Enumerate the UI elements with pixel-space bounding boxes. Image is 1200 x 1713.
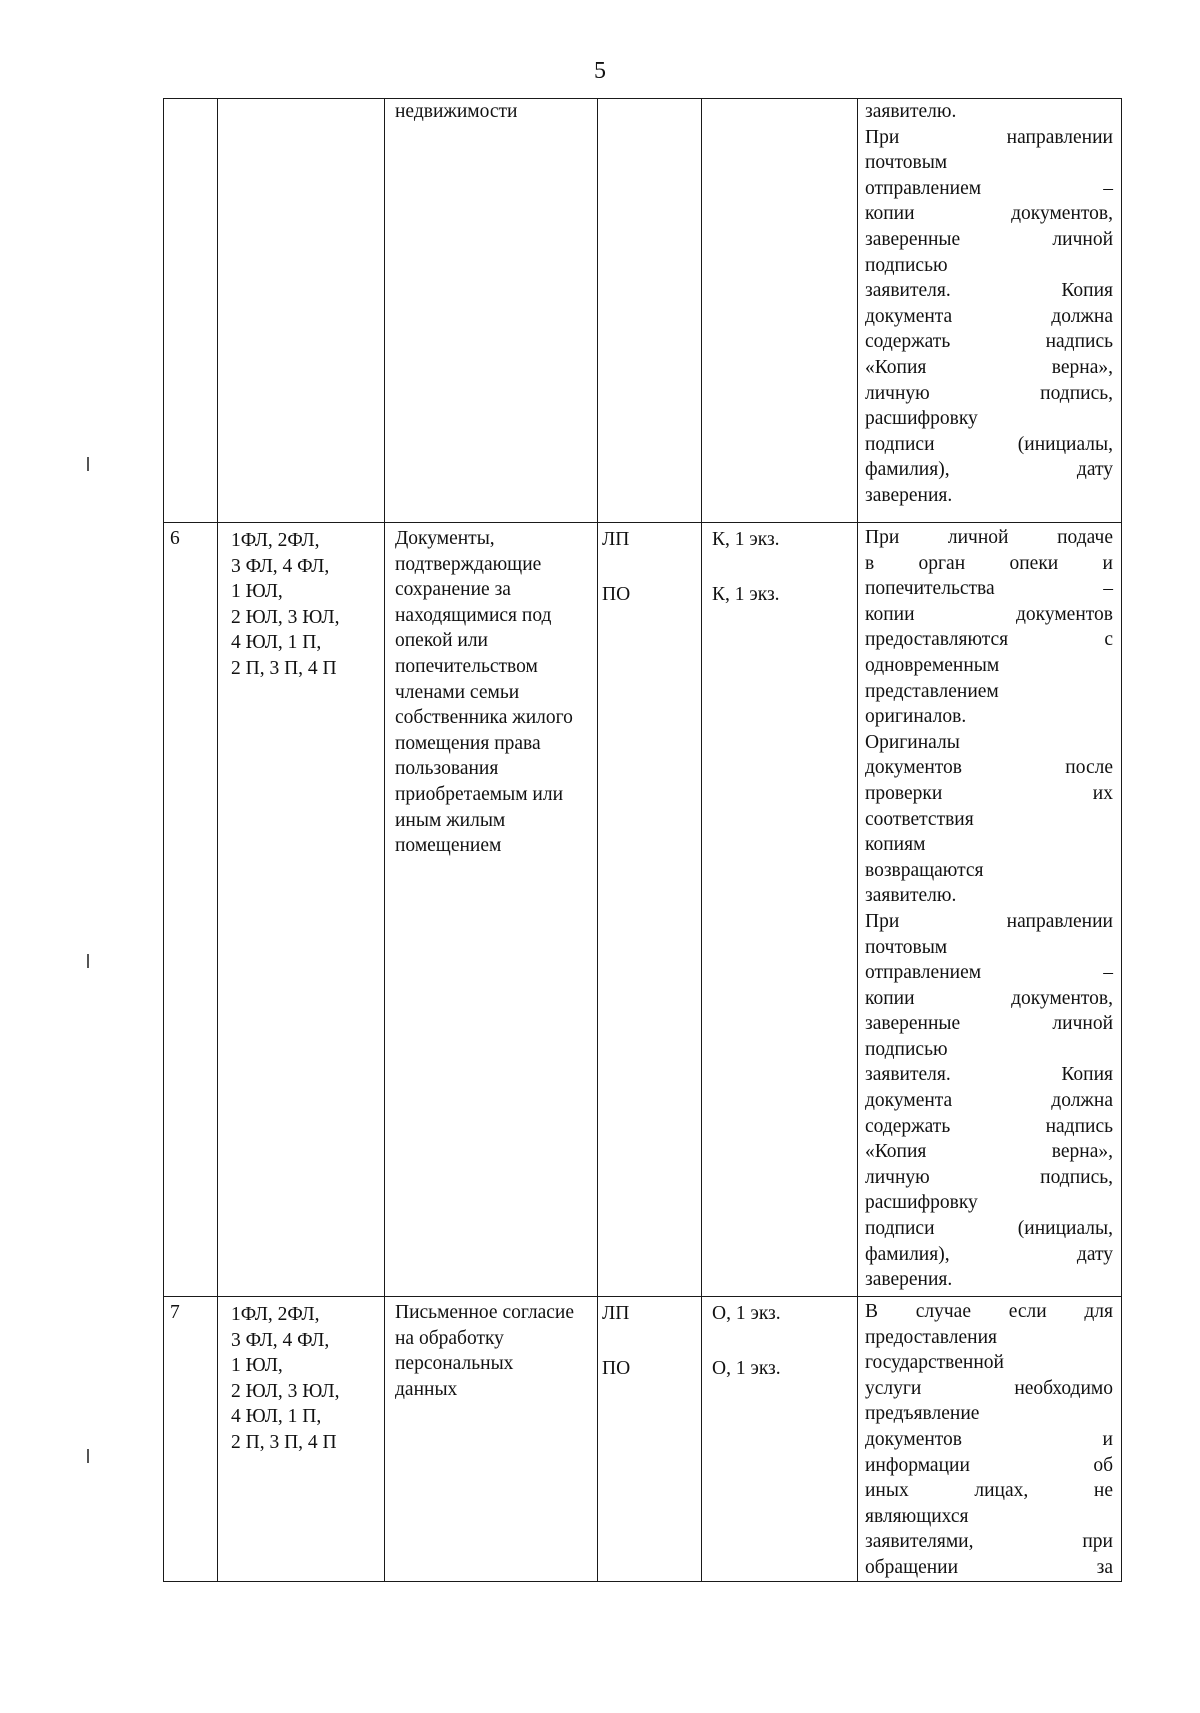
submission-method-cell: [598, 523, 702, 1297]
remark-line: отправлением –: [865, 177, 1113, 199]
remark-line: предоставляются с: [865, 629, 1113, 651]
document-name-line: на обработку: [395, 1327, 504, 1349]
document-form-cell: [702, 1297, 858, 1582]
remark-line: фамилия), дату: [865, 1243, 1113, 1265]
remark-line: заверения.: [865, 1269, 953, 1291]
remark-line: подписи (инициалы,: [865, 433, 1113, 455]
document-name-line: членами семьи: [395, 681, 520, 703]
remark-line: копиям: [865, 834, 926, 856]
remark-line: личную подпись,: [865, 1166, 1113, 1188]
document-name-line: приобретаемым или: [395, 783, 564, 805]
remark-line: В случае если для: [865, 1301, 1113, 1322]
document-form: К, 1 экз.: [712, 529, 780, 550]
margin-mark: [87, 1449, 89, 1463]
remark-line: соответствия: [865, 808, 974, 830]
document-name-line: пользования: [395, 758, 499, 780]
remark-line: При личной подаче: [865, 527, 1113, 548]
document-name-line: помещения права: [395, 732, 541, 754]
applicant-category-line: 3 ФЛ, 4 ФЛ,: [231, 1329, 330, 1351]
margin-mark: [87, 457, 89, 471]
remark-line: отправлением –: [865, 962, 1113, 984]
remark-line: документов после: [865, 757, 1113, 779]
document-name-line: попечительством: [395, 655, 538, 677]
document-form: О, 1 экз.: [712, 1357, 781, 1379]
remark-line: представлением: [865, 680, 999, 702]
remark-line: заявителю.: [865, 885, 957, 907]
remark-line: заявителями, при: [865, 1531, 1113, 1553]
submission-method: ЛП: [602, 1303, 630, 1324]
document-name-line: данных: [395, 1378, 458, 1400]
remark-line: являющихся: [865, 1505, 969, 1527]
remark-line: документов и: [865, 1428, 1113, 1450]
remark-line: иных лицах, не: [865, 1480, 1113, 1502]
submission-method-cell: [598, 99, 702, 523]
document-name-line: опекой или: [395, 630, 488, 652]
remark-line: копии документов: [865, 603, 1113, 625]
document-name-line: собственника жилого: [395, 707, 573, 729]
remark-line: заявителя. Копия: [865, 280, 1113, 302]
remark-line: заверенные личной: [865, 1013, 1113, 1035]
margin-mark: [87, 954, 89, 968]
submission-method: ПО: [602, 1357, 631, 1379]
remark-line: подписью: [865, 254, 948, 276]
remark-line: фамилия), дату: [865, 459, 1113, 481]
remark-line: заявителю.: [865, 101, 957, 122]
document-name-cell: [385, 523, 598, 1297]
remark-line: возвращаются: [865, 859, 984, 881]
document-name-cell: [385, 99, 598, 523]
applicant-category-line: 1 ЮЛ,: [231, 581, 283, 603]
remark-line: При направлении: [865, 126, 1113, 148]
remark-line: Оригиналы: [865, 731, 960, 753]
remarks-cell: [858, 99, 1122, 523]
applicant-categories-cell: [218, 99, 385, 523]
document-name-line: подтверждающие: [395, 553, 542, 575]
applicant-category-line: 4 ЮЛ, 1 П,: [231, 1406, 322, 1428]
remarks-cell: [858, 1297, 1122, 1582]
document-name-line: недвижимости: [395, 101, 518, 122]
remark-line: оригиналов.: [865, 706, 967, 728]
remark-line: заверенные личной: [865, 228, 1113, 250]
page-number: 5: [594, 58, 606, 84]
remark-line: в орган опеки и: [865, 552, 1113, 574]
remark-line: При направлении: [865, 910, 1113, 932]
applicant-category-line: 4 ЮЛ, 1 П,: [231, 632, 322, 654]
remark-line: проверки их: [865, 782, 1113, 804]
document-form: О, 1 экз.: [712, 1303, 781, 1324]
remark-line: государственной: [865, 1352, 1004, 1374]
document-form-cell: [702, 99, 858, 523]
remark-line: попечительства –: [865, 578, 1113, 600]
remarks-cell: [858, 523, 1122, 1297]
document-name-line: сохранение за: [395, 579, 511, 601]
document-name-line: иным жилым: [395, 809, 506, 831]
applicant-category-line: 1ФЛ, 2ФЛ,: [231, 1304, 320, 1325]
remark-line: содержать надпись: [865, 331, 1113, 353]
document-name-line: персональных: [395, 1353, 514, 1375]
applicant-category-line: 2 ЮЛ, 3 ЮЛ,: [231, 606, 340, 628]
remark-line: предоставления: [865, 1326, 997, 1348]
document-name-line: Документы,: [395, 528, 495, 549]
remark-line: документа должна: [865, 1090, 1113, 1112]
document-form: К, 1 экз.: [712, 583, 780, 605]
remark-line: обращении за: [865, 1556, 1113, 1578]
document-name-line: помещением: [395, 835, 502, 857]
remark-line: расшифровку: [865, 1192, 978, 1214]
remark-line: документа должна: [865, 305, 1113, 327]
applicant-categories-cell: [218, 1297, 385, 1582]
applicant-category-line: 3 ФЛ, 4 ФЛ,: [231, 555, 330, 577]
remark-line: информации об: [865, 1454, 1113, 1476]
documents-table: [163, 98, 1122, 1582]
remark-line: заверения.: [865, 484, 953, 506]
document-name-cell: [385, 1297, 598, 1582]
remark-line: почтовым: [865, 152, 948, 174]
applicant-categories-cell: [218, 523, 385, 1297]
document-name-line: находящимися под: [395, 604, 552, 626]
remark-line: личную подпись,: [865, 382, 1113, 404]
applicant-category-line: 1 ЮЛ,: [231, 1355, 283, 1377]
remark-line: «Копия верна»,: [865, 1141, 1113, 1163]
row-number-cell: [164, 523, 218, 1297]
remark-line: заявителя. Копия: [865, 1064, 1113, 1086]
submission-method: ЛП: [602, 529, 630, 550]
document-form-cell: [702, 523, 858, 1297]
remark-line: одновременным: [865, 654, 1000, 676]
remark-line: копии документов,: [865, 203, 1113, 225]
remark-line: услуги необходимо: [865, 1377, 1113, 1399]
row-number: 6: [170, 528, 180, 549]
applicant-category-line: 2 П, 3 П, 4 П: [231, 657, 337, 679]
document-name-line: Письменное согласие: [395, 1302, 574, 1323]
remark-line: расшифровку: [865, 408, 978, 430]
applicant-category-line: 2 П, 3 П, 4 П: [231, 1431, 337, 1453]
submission-method: ПО: [602, 583, 631, 605]
table-row: [164, 523, 1122, 1297]
submission-method-cell: [598, 1297, 702, 1582]
remark-line: предъявление: [865, 1403, 980, 1425]
row-number-cell: [164, 99, 218, 523]
remark-line: подписи (инициалы,: [865, 1218, 1113, 1240]
remark-line: «Копия верна»,: [865, 356, 1113, 378]
remark-line: копии документов,: [865, 987, 1113, 1009]
table-row: [164, 1297, 1122, 1582]
table-row: [164, 99, 1122, 523]
remark-line: почтовым: [865, 936, 948, 958]
applicant-category-line: 2 ЮЛ, 3 ЮЛ,: [231, 1380, 340, 1402]
row-number-cell: [164, 1297, 218, 1582]
remark-line: содержать надпись: [865, 1115, 1113, 1137]
remark-line: подписью: [865, 1038, 948, 1060]
row-number: 7: [170, 1302, 180, 1323]
applicant-category-line: 1ФЛ, 2ФЛ,: [231, 530, 320, 551]
